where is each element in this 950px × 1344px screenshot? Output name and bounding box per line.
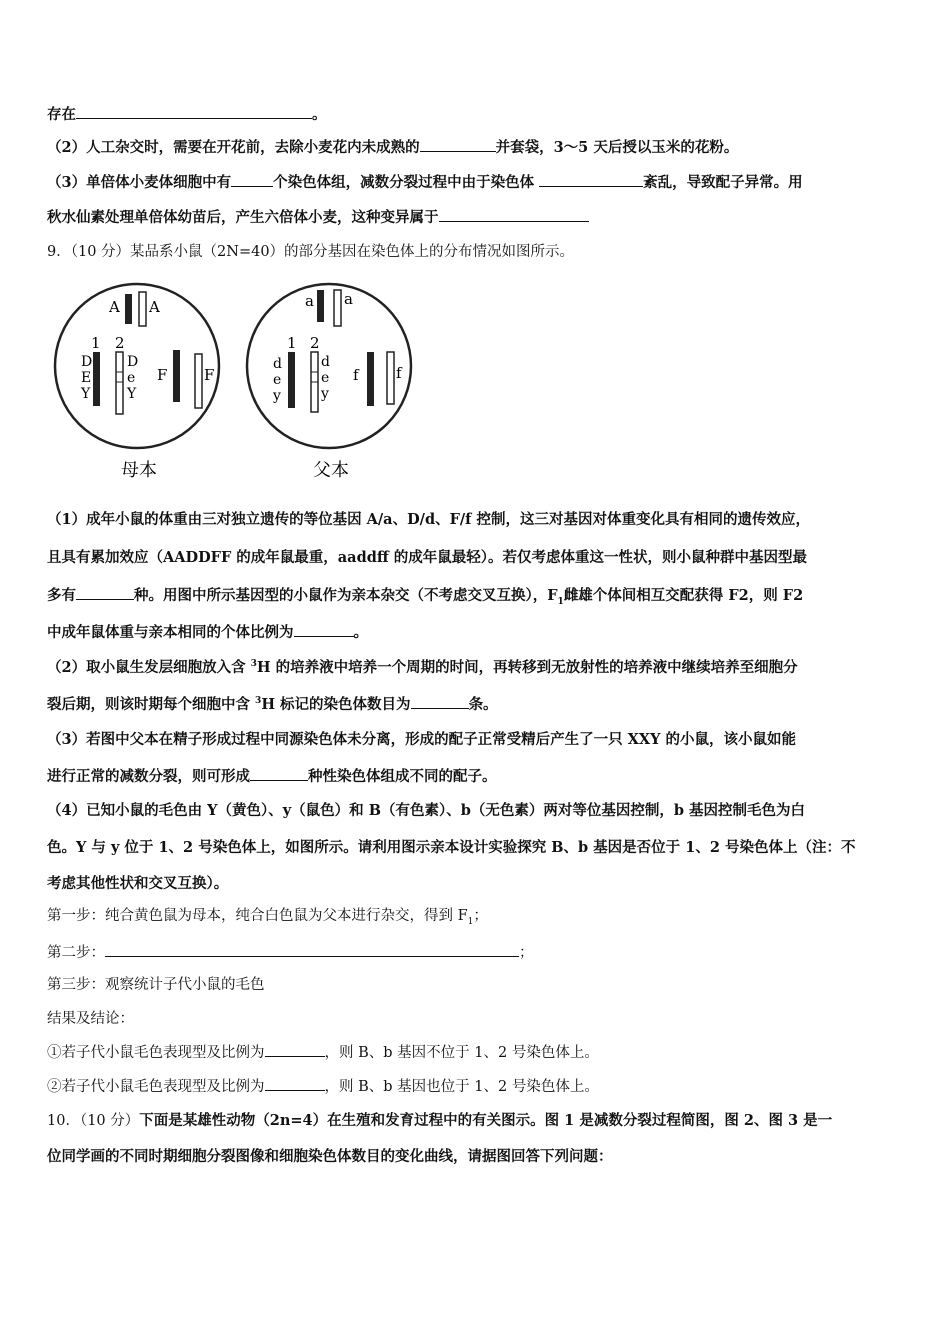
q9-p1-line-4 [47, 622, 910, 643]
father-caption: 父本 [313, 460, 349, 481]
q9-result-2 [47, 1076, 910, 1097]
gene-label: A [149, 298, 160, 316]
text: 存在 [47, 106, 76, 123]
q9-p1-line-2 [47, 548, 910, 568]
mother-cell [55, 284, 219, 481]
text: （1）成年小鼠的体重由三对独立遗传的等位基因 A/a、D/d、F/f 控制，这三对基因对体重变化具有相同的遗传效应， [47, 511, 810, 528]
gene-label: f [353, 366, 359, 384]
question-score: （10 分） [79, 1113, 140, 1129]
answer-blank[interactable] [231, 172, 273, 187]
answer-blank[interactable] [250, 766, 308, 781]
chromosome-2-mother [116, 352, 123, 414]
question-number: 9． [47, 244, 71, 260]
q9-p2-line-1 [47, 658, 910, 678]
q9-step-1 [47, 906, 910, 926]
q9-result-1 [47, 1042, 910, 1063]
text: （3）若图中父本在精子形成过程中同源染色体未分离，形成的配子正常受精后产生了一只 XXY 的小鼠，该小鼠如能 [47, 731, 797, 748]
answer-blank[interactable] [420, 137, 496, 152]
text: 色。Y 与 y 位于 1、2 号染色体上，如图所示。请利用图示亲本设计实验探究 B、b 基因是否位于 1、2 号染色体上（注：不 [47, 839, 856, 856]
answer-blank[interactable] [105, 942, 519, 957]
text: 第三步：观察统计子代小鼠的毛色 [47, 977, 265, 993]
text: 位同学画的不同时期细胞分裂图像和细胞染色体数目的变化曲线，请据图回答下列问题： [47, 1148, 613, 1165]
text: ②若子代小鼠毛色表现型及比例为 [47, 1079, 265, 1095]
q9-p1-line-1 [47, 510, 910, 530]
gene-label: y [321, 386, 329, 402]
gene-label: e [273, 372, 282, 388]
answer-blank[interactable] [76, 585, 134, 600]
text: 。 [353, 624, 368, 641]
chromosome-a-right [334, 290, 341, 326]
text: ； [473, 908, 488, 924]
chromosome-f-right [387, 352, 394, 404]
q9-p2-line-2 [47, 694, 910, 715]
chromosome-number: 2 [310, 334, 320, 352]
text: 雌雄个体间相互交配获得 F2，则 F2 [563, 587, 804, 604]
gene-label: a [344, 290, 353, 308]
gene-label: f [396, 364, 402, 382]
gene-label: d [321, 354, 330, 370]
gene-label: E [81, 370, 92, 386]
subscript: 1 [557, 596, 564, 607]
gene-label: F [204, 366, 215, 384]
text: 条。 [468, 696, 498, 713]
chromosome-f-left [367, 352, 374, 406]
chromosome-1-father [288, 352, 295, 408]
text: 且具有累加效应（AADDFF 的成年鼠最重，aaddff 的成年鼠最轻）。若仅考虑体重这一性状，则小鼠种群中基因型最 [47, 549, 808, 566]
text: （2）人工杂交时，需要在开花前，去除小麦花内未成熟的 [47, 139, 420, 156]
chromosome-a-left [125, 294, 132, 324]
question-score: （10 分） [70, 244, 131, 260]
text: 裂后期，则该时期每个细胞中含 [47, 696, 256, 713]
superscript: 3 [255, 696, 262, 707]
q8-line-2 [47, 137, 910, 158]
chromosome-f-right [195, 354, 202, 408]
gene-label: d [273, 356, 282, 372]
gene-label: a [305, 292, 314, 310]
gene-label: e [321, 370, 330, 386]
text: H 标记的染色体数目为 [261, 696, 411, 713]
q10-line-2 [47, 1147, 910, 1167]
text: ； [519, 945, 534, 961]
q8-line-4 [47, 207, 910, 228]
superscript: 3 [250, 659, 257, 670]
chromosome-figure [47, 278, 447, 488]
gene-label: D [81, 354, 93, 370]
chromosome-a-left [317, 290, 324, 322]
answer-blank[interactable] [294, 622, 354, 637]
q9-p3-line-1 [47, 730, 910, 750]
chromosome-1-mother [93, 352, 100, 406]
text: 考虑其他性状和交叉互换）。 [47, 875, 229, 892]
answer-blank[interactable] [411, 694, 469, 709]
gene-label: A [109, 298, 120, 316]
q9-p4-line-1 [47, 801, 910, 821]
text: （4）已知小鼠的毛色由 Y（黄色）、y（鼠色）和 B（有色素）、b（无色素）两对等位基因控制，b 基因控制毛色为白 [47, 802, 806, 819]
text: 中成年鼠体重与亲本相同的个体比例为 [47, 624, 294, 641]
answer-blank[interactable] [265, 1076, 325, 1091]
q9-result-title [47, 1009, 910, 1029]
chromosome-a-right [139, 292, 146, 326]
gene-label: D [127, 354, 139, 370]
gene-label: y [273, 388, 281, 404]
chromosome-f-left [173, 350, 180, 402]
question-text: 某品系小鼠（2N=40）的部分基因在染色体上的分布情况如图所示。 [130, 244, 575, 260]
text: （3）单倍体小麦体细胞中有 [47, 174, 232, 191]
mother-caption: 母本 [121, 460, 157, 481]
text: 秋水仙素处理单倍体幼苗后，产生六倍体小麦，这种变异属于 [47, 209, 439, 226]
answer-blank[interactable] [539, 172, 643, 187]
answer-blank[interactable] [76, 104, 312, 119]
q8-line-3 [47, 172, 910, 193]
text: 进行正常的减数分裂，则可形成 [47, 768, 250, 785]
q9-p3-line-2 [47, 766, 910, 787]
chromosome-diagram [47, 278, 447, 488]
gene-label: Y [127, 386, 137, 402]
text: （2）取小鼠生发层细胞放入含 [47, 659, 251, 676]
subscript: 1 [467, 916, 474, 927]
text: 第一步：纯合黄色鼠为母本，纯合白色鼠为父本进行杂交，得到 F [47, 908, 468, 924]
q9-p1-line-3 [47, 585, 910, 606]
text: ，则 B、b 基因不位于 1、2 号染色体上。 [324, 1045, 599, 1061]
q9-p4-line-2 [47, 838, 910, 858]
text: 第二步： [47, 945, 105, 961]
chromosome-number: 1 [91, 334, 101, 352]
q9-step-2 [47, 942, 910, 963]
text: 种。用图中所示基因型的小鼠作为亲本杂交（不考虑交叉互换），F [134, 587, 558, 604]
answer-blank[interactable] [439, 207, 589, 222]
question-text: 下面是某雄性动物（2n=4）在生殖和发育过程中的有关图示。图 1 是减数分裂过程简图，图 2、图 3 是一 [139, 1112, 833, 1129]
question-number: 10． [47, 1113, 80, 1129]
q10-header [47, 1111, 910, 1131]
text: 结果及结论： [47, 1011, 134, 1027]
gene-label: e [127, 370, 136, 386]
chromosome-number: 1 [287, 334, 297, 352]
text: 种性染色体组成不同的配子。 [308, 768, 497, 785]
q8-line-1 [47, 104, 910, 125]
q9-header [47, 242, 910, 262]
q9-p4-line-3 [47, 874, 910, 894]
gene-label: Y [81, 386, 91, 402]
gene-label: F [157, 366, 168, 384]
answer-blank[interactable] [265, 1042, 325, 1057]
text: 紊乱，导致配子异常。用 [643, 174, 803, 191]
father-cell [247, 284, 411, 481]
text: 并套袋，3～5 天后授以玉米的花粉。 [495, 139, 739, 156]
chromosome-number: 2 [115, 334, 125, 352]
text: ，则 B、b 基因也位于 1、2 号染色体上。 [324, 1079, 599, 1095]
text: 。 [312, 106, 327, 123]
q9-step-3 [47, 975, 910, 995]
text: 多有 [47, 587, 76, 604]
text: H 的培养液中培养一个周期的时间，再转移到无放射性的培养液中继续培养至细胞分 [256, 659, 798, 676]
text: 个染色体组，减数分裂过程中由于染色体 [273, 174, 535, 191]
text: ①若子代小鼠毛色表现型及比例为 [47, 1045, 265, 1061]
